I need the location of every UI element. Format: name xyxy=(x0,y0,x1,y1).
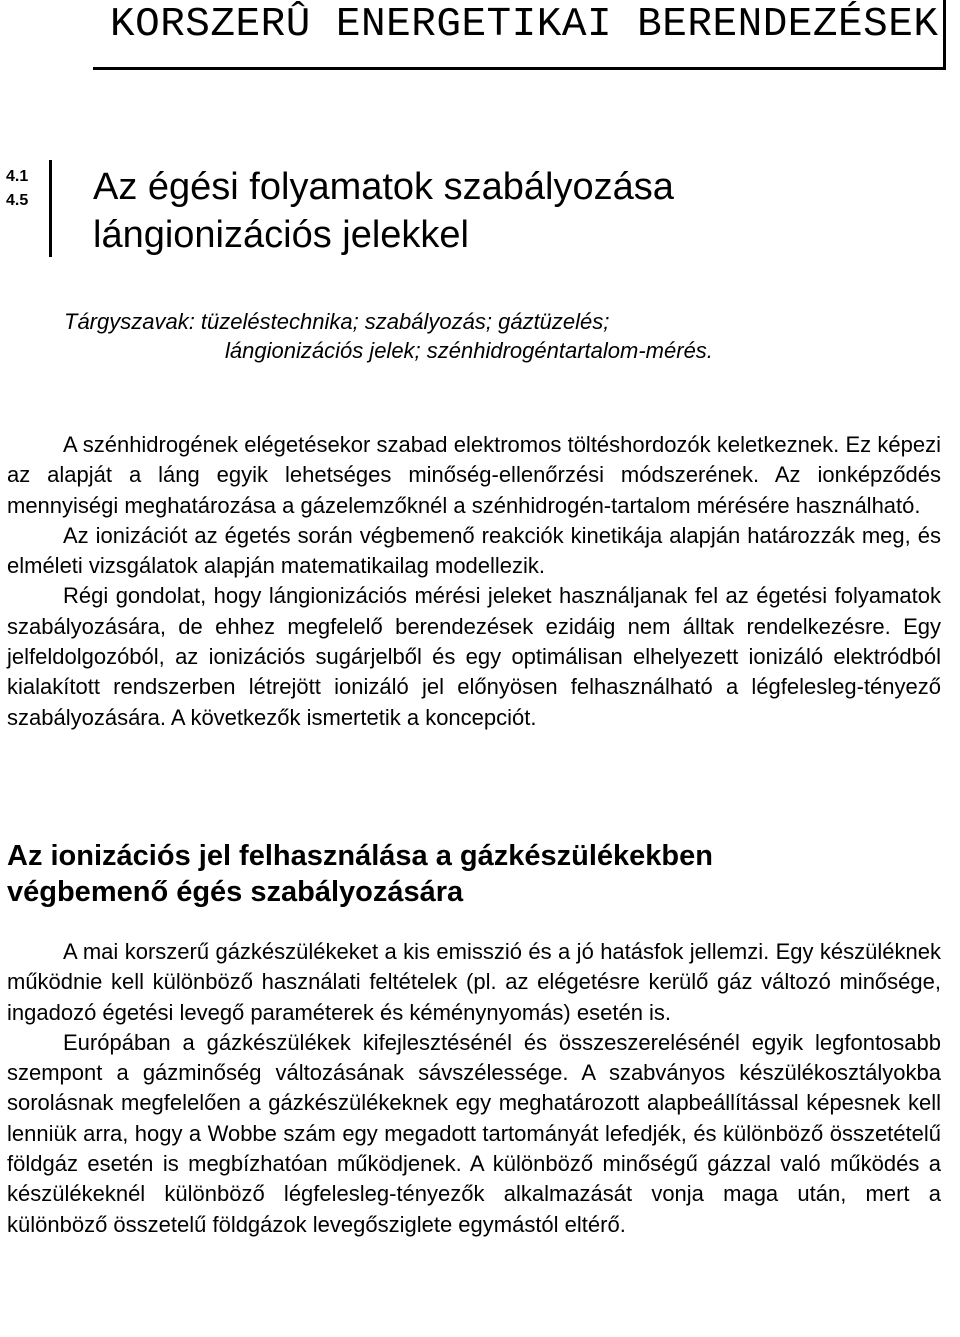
intro-paragraph-3: Régi gondolat, hogy lángionizációs mérési jeleket használjanak fel az égetési folyamatok szabályozására, de ehhez megfelelő berendezések ezidáig nem álltak rendelkezésre. Egy jelfeldolgozóból, az ionizációs sugárjelből és egy optimálisan elhelyezett ionizáló elektródból kialakított rendszerben létrejött ionizáló jel előnyösen felhasználható a légfelesleg-tényező szabályozására. A következők ismertetik a koncepciót. xyxy=(7,583,941,730)
section-number xyxy=(6,165,28,213)
subsection-heading xyxy=(7,838,713,910)
keywords-line1: Tárgyszavak: tüzeléstechnika; szabályozás; gáztüzelés; xyxy=(64,309,610,334)
subsection-heading-line2: végbemenő égés szabályozására xyxy=(7,876,464,908)
section-divider-bar xyxy=(49,160,52,257)
subsection-paragraph-2: Európában a gázkészülékek kifejlesztésénél és összeszerelésénél egyik legfontosabb szempont a gázminőség változásának sávszélessége. A szabványos készülékosztályokba sorolásnak megfelelően a gázkészülékeknek egy meghatározott alapbeállítással képesnek kell lenniük arra, hogy a Wobbe szám egy megadott tartományát lefedjék, és különböző összetételű földgáz esetén is megbízhatóan működjenek. A különböző minőségű gázzal való működés a készülékeknél különböző légfelesleg-tényezők alkalmazását vonja maga után, mert a különböző összetelű földgázok levegősziglete egymástól eltérő. xyxy=(7,1029,941,1237)
keywords xyxy=(64,307,944,365)
keywords-line2: lángionizációs jelek; szénhidrogéntartalom-mérés. xyxy=(225,338,713,363)
article-title xyxy=(93,163,674,259)
intro-paragraph-2: Az ionizációt az égetés során végbemenő reakciók kinetikája alapján határozzák meg, és elméleti vizsgálatok alapján matematikailag modellezik. xyxy=(7,522,941,579)
intro-paragraph-1: A szénhidrogének elégetésekor szabad elektromos töltéshordozók keletkeznek. Ez képezi az alapját a láng egyik lehetséges minőség-ellenőrzési módszerének. Az ionképződés mennyiségi meghatározása a gázelemzőknél a szénhidrogén-tartalom mérésére használható. xyxy=(7,432,941,518)
section-number-1: 4.1 xyxy=(6,168,29,185)
article-title-line1: Az égési folyamatok szabályozása xyxy=(93,166,674,208)
running-header-title: KORSZERÛ ENERGETIKAI BERENDEZÉSEK xyxy=(110,2,939,48)
subsection-text xyxy=(7,937,941,1240)
subsection-heading-line1: Az ionizációs jel felhasználása a gázkészülékekben xyxy=(7,840,713,872)
subsection-paragraph-1: A mai korszerű gázkészülékeket a kis emisszió és a jó hatásfok jellemzi. Egy készüléknek működnie kell különböző használati feltételek (pl. az elégetésre kerülő gáz változó minősége, ingadozó égetési levegő paraméterek és kéménynyomás) esetén is. xyxy=(7,939,941,1025)
intro-text xyxy=(7,430,941,733)
section-number-2: 4.5 xyxy=(6,192,29,209)
article-title-line2: lángionizációs jelekkel xyxy=(93,214,469,256)
